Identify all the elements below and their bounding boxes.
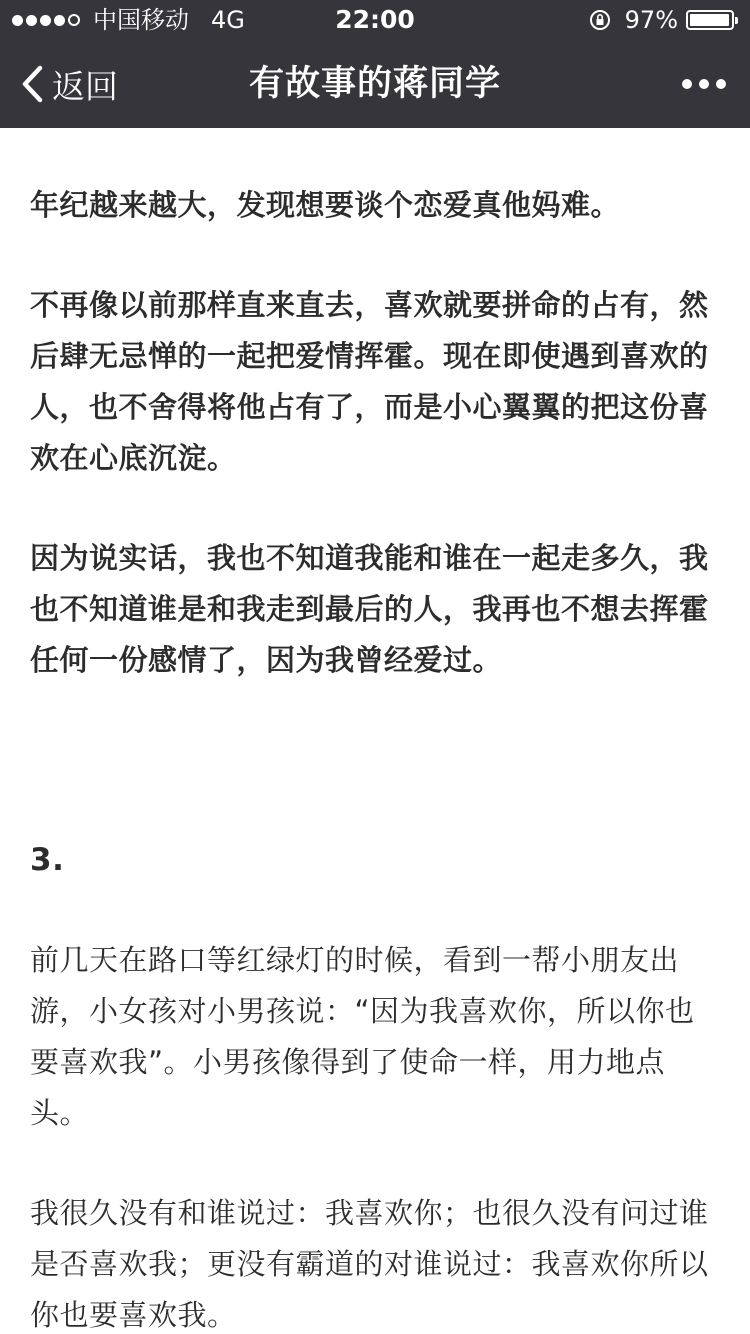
status-bar [0,0,750,40]
article-paragraph: 我很久没有和谁说过：我喜欢你；也很久没有问过谁是否喜欢我；更没有霸道的对谁说过：我喜欢你所以你也要喜欢我。 [30,1196,709,1332]
more-dot-icon [699,79,709,89]
status-time: 22:00 [335,5,415,34]
carrier-name: 中国移动 [93,6,189,34]
article-paragraph: 因为说实话，我也不知道我能和谁在一起走多久，我也不知道谁是和我走到最后的人，我再也不想去挥霍任何一份感情了，因为我曾经爱过。 [30,541,709,677]
rotation-lock-icon [589,9,611,31]
battery-fill [690,14,729,26]
network-type: 4G [211,6,245,34]
more-options-button[interactable] [675,40,726,128]
article-paragraph: 不再像以前那样直来直去，喜欢就要拼命的占有，然后肆无忌惮的一起把爱情挥霍。现在即使遇到喜欢的人，也不舍得将他占有了，而是小心翼翼的把这份喜欢在心底沉淀。 [30,288,709,475]
more-dot-icon [716,79,726,89]
battery-percentage: 97% [624,6,678,34]
more-dot-icon [682,79,692,89]
battery-icon [686,10,734,30]
article-paragraph: 年纪越来越大，发现想要谈个恋爱真他妈难。 [30,188,621,222]
top-bar [0,0,750,128]
navigation-bar [0,40,750,128]
article-paragraph: 前几天在路口等红绿灯的时候，看到一帮小朋友出游，小女孩对小男孩说：“因为我喜欢你，所以你也要喜欢我”。小男孩像得到了使命一样，用力地点头。 [30,943,695,1130]
status-right [589,0,734,40]
page-title: 有故事的蒋同学 [248,64,501,104]
back-label: 返回 [52,66,118,106]
section-heading: 3. [30,842,65,878]
article-body [30,128,722,1334]
